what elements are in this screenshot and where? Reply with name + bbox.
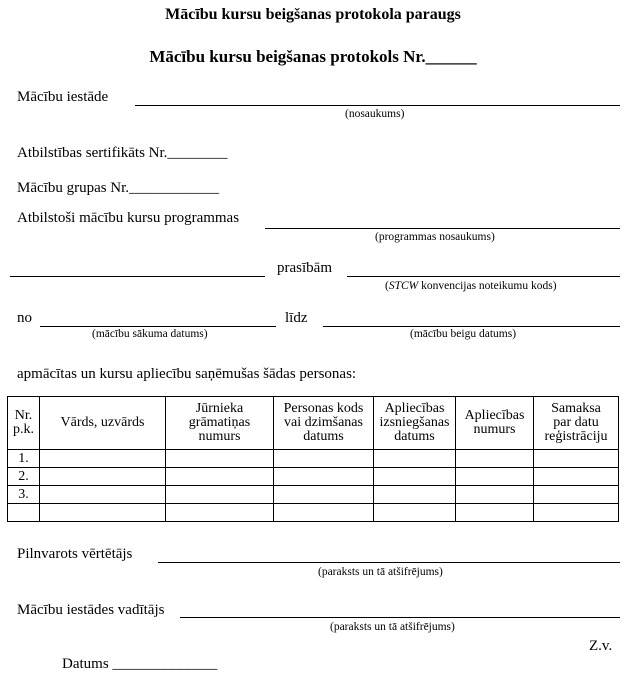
header-seaman-book: Jūrnieka grāmatiņas numurs (166, 397, 274, 450)
table-row (8, 486, 619, 504)
protocol-heading: Mācību kursu beigšanas protokols Nr.______ (149, 47, 477, 66)
header-name: Vārds, uzvārds (40, 397, 166, 450)
row-number: 1. (8, 450, 40, 468)
table-cell[interactable] (534, 468, 619, 486)
table-cell[interactable] (40, 504, 166, 522)
seal-mark: Z.v. (589, 638, 613, 654)
institution-caption: (nosaukums) (345, 108, 405, 120)
from-label: no (17, 310, 32, 326)
date-label: Datums ______________ (62, 656, 218, 672)
table-cell[interactable] (274, 486, 374, 504)
header-personal-code: Personas kods vai dzimšanas datums (274, 397, 374, 450)
table-cell[interactable] (374, 504, 456, 522)
head-caption: (paraksts un tā atšifrējums) (330, 621, 455, 633)
table-row (8, 504, 619, 522)
row-number (8, 504, 40, 522)
requirements-prefix-line[interactable] (10, 276, 265, 277)
table-cell[interactable] (534, 504, 619, 522)
table-cell[interactable] (166, 486, 274, 504)
table-cell[interactable] (166, 450, 274, 468)
table-row (8, 468, 619, 486)
table-cell[interactable] (274, 450, 374, 468)
table-cell[interactable] (456, 450, 534, 468)
table-cell[interactable] (534, 486, 619, 504)
persons-table (7, 396, 619, 522)
persons-label: apmācītas un kursu apliecību saņēmušas šādas personas: (17, 366, 357, 382)
table-cell[interactable] (534, 450, 619, 468)
header-fee: Samaksa par datu reģistrāciju (534, 397, 619, 450)
table-cell[interactable] (274, 468, 374, 486)
table-cell[interactable] (374, 450, 456, 468)
head-signature-line[interactable] (180, 617, 620, 618)
table-cell[interactable] (166, 468, 274, 486)
head-label: Mācību iestādes vadītājs (17, 602, 165, 618)
row-number: 3. (8, 486, 40, 504)
header-nr: Nr. p.k. (8, 397, 40, 450)
page-title: Mācību kursu beigšanas protokola paraugs (165, 6, 461, 23)
table-cell[interactable] (456, 468, 534, 486)
requirements-label: prasībām (277, 260, 332, 276)
institution-label: Mācību iestāde (17, 89, 109, 105)
requirements-field-line[interactable] (347, 276, 620, 277)
program-field-line[interactable] (265, 228, 620, 229)
table-cell[interactable] (40, 468, 166, 486)
table-cell[interactable] (274, 504, 374, 522)
evaluator-signature-line[interactable] (158, 562, 620, 563)
program-label: Atbilstoši mācību kursu programmas (17, 210, 240, 226)
table-cell[interactable] (40, 450, 166, 468)
table-cell[interactable] (374, 486, 456, 504)
table-cell[interactable] (166, 504, 274, 522)
program-caption: (programmas nosaukums) (375, 231, 495, 243)
requirements-caption: (STCW konvencijas noteikumu kods) (385, 280, 557, 292)
table-row (8, 450, 619, 468)
end-date-line[interactable] (323, 326, 620, 327)
end-date-caption: (mācību beigu datums) (410, 328, 517, 340)
evaluator-label: Pilnvarots vērtētājs (17, 546, 133, 562)
table-cell[interactable] (456, 486, 534, 504)
table-cell[interactable] (374, 468, 456, 486)
group-label: Mācību grupas Nr.____________ (17, 180, 220, 196)
table-cell[interactable] (456, 504, 534, 522)
certificate-label: Atbilstības sertifikāts Nr.________ (17, 145, 228, 161)
to-label: līdz (285, 310, 308, 326)
evaluator-caption: (paraksts un tā atšifrējums) (318, 566, 443, 578)
header-issue-date: Apliecības izsniegšanas datums (374, 397, 456, 450)
table-header-row (8, 397, 619, 450)
institution-field-line[interactable] (135, 105, 620, 106)
header-cert-number: Apliecības numurs (456, 397, 534, 450)
start-date-line[interactable] (40, 326, 276, 327)
row-number: 2. (8, 468, 40, 486)
table-cell[interactable] (40, 486, 166, 504)
start-date-caption: (mācību sākuma datums) (92, 328, 208, 340)
